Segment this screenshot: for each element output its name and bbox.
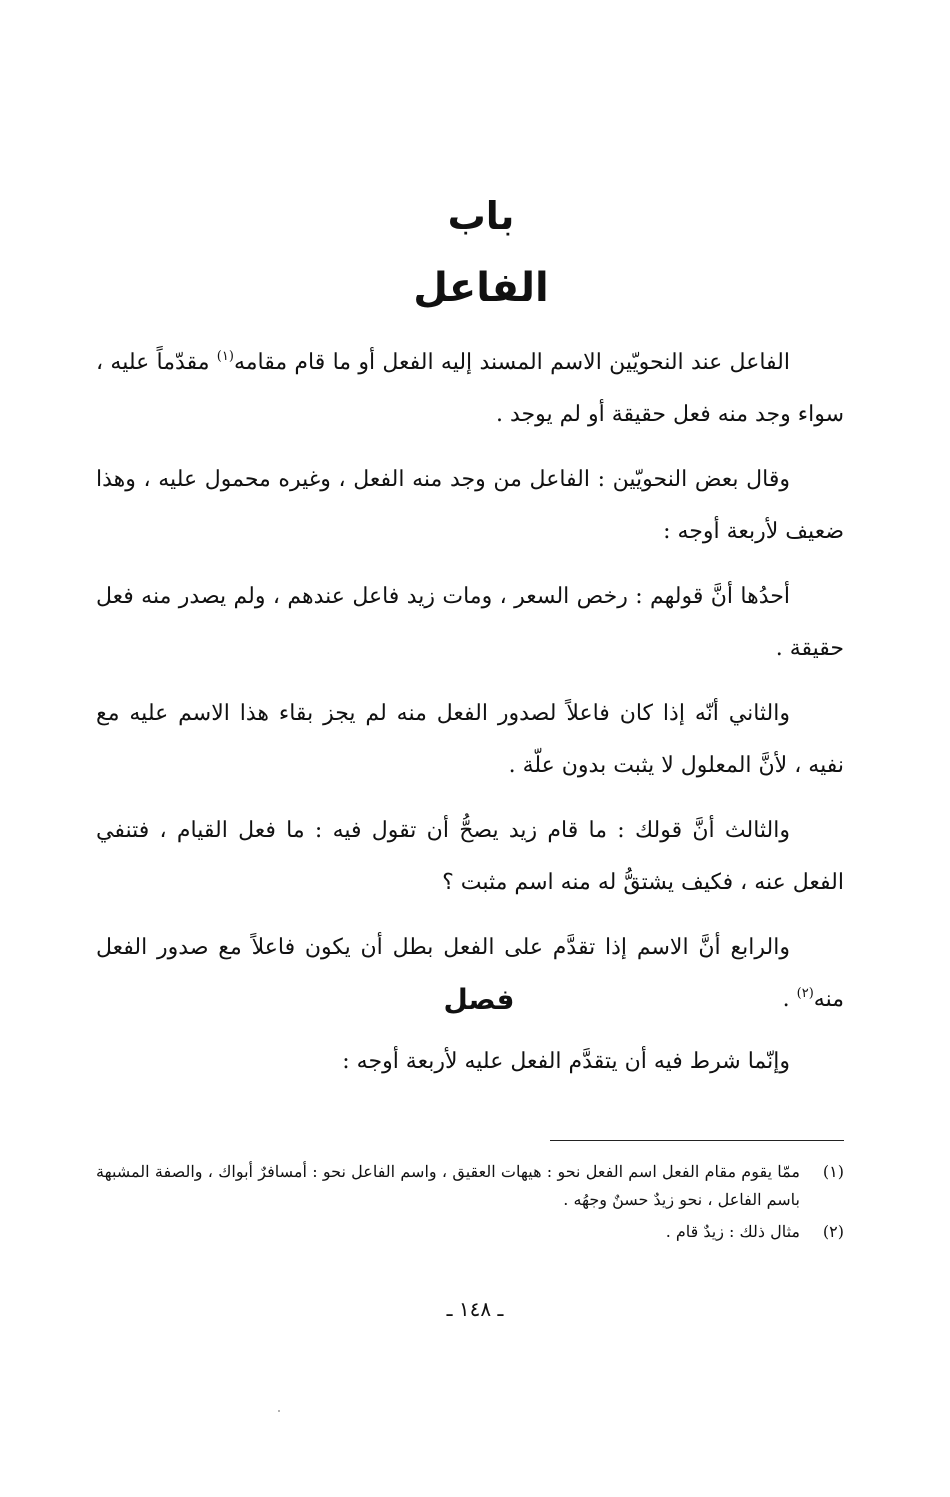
paragraph-text: مقدّماً عليه ، سواء وجد منه فعل حقيقة أو لم يوجد . (96, 350, 844, 427)
paragraph-text: الفاعل عند النحويّين الاسم المسند إليه الفعل أو ما قام مقامه (233, 350, 790, 375)
footnote-ref-2: (٢) (796, 986, 814, 1001)
section-heading-fasl: فصل (443, 983, 515, 1016)
paragraph-text: . (782, 987, 797, 1012)
paragraph-text: والرابع أنَّ الاسم إذا تقدَّم على الفعل بطل أن يكون فاعلاً مع صدور الفعل منه (96, 935, 844, 1012)
footnote-number: (١) (822, 1162, 844, 1181)
footnote-number: (٢) (822, 1222, 844, 1241)
chapter-title: الفاعل (413, 265, 549, 311)
paragraph-condition (96, 1036, 844, 1088)
paragraph-text: والثالث أنَّ قولك : ما قام زيد يصحُّ أن تقول فيه : ما فعل القيام ، فتنفي الفعل عنه ، فكيف يشتقُّ له منه اسم مثبت ؟ (96, 818, 844, 895)
paragraph-third-reason (96, 805, 844, 909)
paragraph-text: والثاني أنّه إذا كان فاعلاً لصدور الفعل منه لم يجز بقاء هذا الاسم عليه مع نفيه ، لأنَّ المعلول لا يثبت بدون علّة . (96, 701, 844, 778)
main-text (96, 337, 844, 1039)
footnote-separator (550, 1140, 844, 1141)
paragraph-objection (96, 454, 844, 558)
paragraph-text: وإنّما شرط فيه أن يتقدَّم الفعل عليه لأربعة أوجه : (342, 1049, 790, 1074)
footnote-1 (96, 1158, 844, 1214)
paragraph-definition (96, 337, 844, 441)
chapter-heading-bab: باب (447, 194, 515, 238)
page-number: ـ ١٤٨ ـ (446, 1297, 504, 1321)
footnote-ref-1: (١) (216, 349, 234, 364)
paragraph-second-reason (96, 688, 844, 792)
footnotes (96, 1158, 844, 1250)
footnote-2 (96, 1218, 844, 1246)
paragraph-first-reason (96, 571, 844, 675)
paragraph-text: وقال بعض النحويّين : الفاعل من وجد منه الفعل ، وغيره محمول عليه ، وهذا ضعيف لأربعة أوجه : (96, 467, 844, 544)
footnote-text: مثال ذلك : زيدٌ قام . (665, 1222, 800, 1241)
section-text (96, 1036, 844, 1101)
scan-speck (278, 1410, 280, 1412)
paragraph-text: أحدُها أنَّ قولهم : رخص السعر ، ومات زيد فاعل عندهم ، ولم يصدر منه فعل حقيقة . (96, 584, 844, 661)
footnote-text: ممّا يقوم مقام الفعل اسم الفعل نحو : هيهات العقيق ، واسم الفاعل نحو : أمسافرٌ أبواك ، والصفة المشبهة باسم الفاعل ، نحو زيدٌ حسنٌ وجهُه . (96, 1162, 800, 1209)
